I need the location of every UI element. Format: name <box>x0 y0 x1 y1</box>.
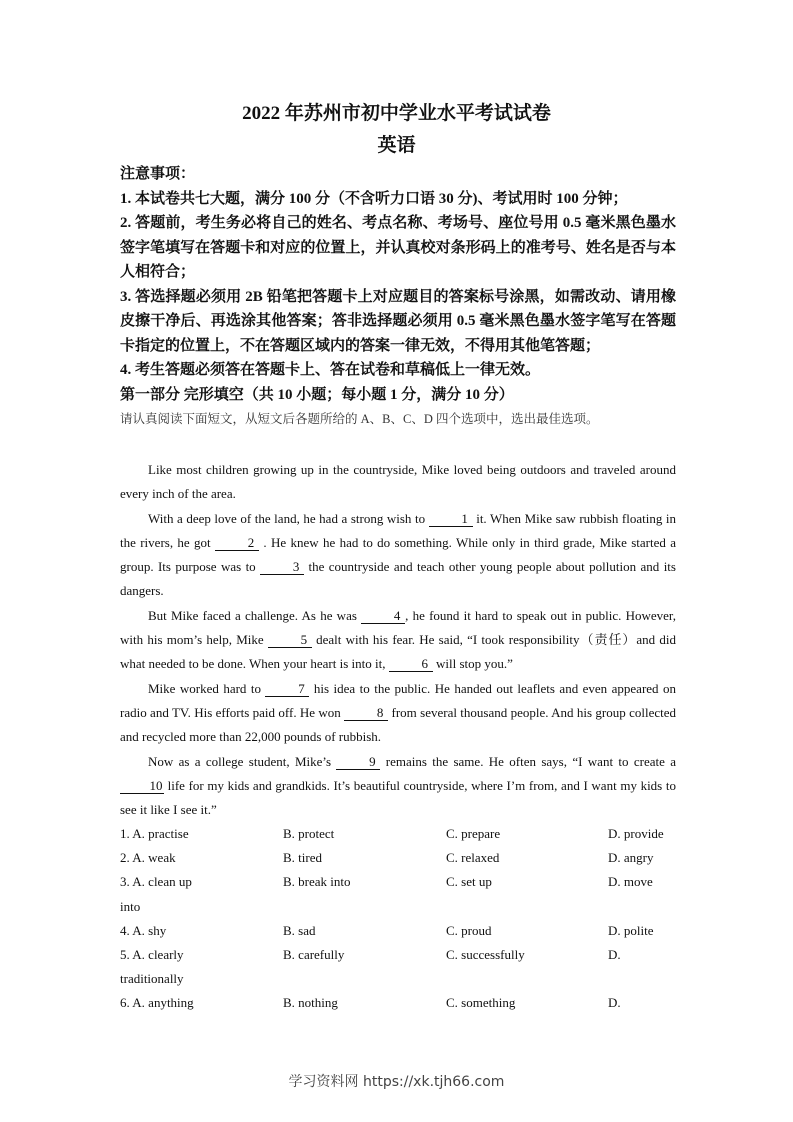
option-c: C. something <box>446 995 516 1011</box>
passage-text: it. When Mike saw rubbish floating in the rivers, he got <box>120 510 676 550</box>
blank-2: 2 <box>215 535 259 551</box>
passage-text: will stop you.” <box>432 656 513 672</box>
answer-options <box>120 822 676 1016</box>
passage-text: Now as a college student, Mike’s <box>148 753 337 769</box>
passage-text: . He knew he had to do something. While only in third grade, Mike started a group. Its purpose was to <box>120 534 676 575</box>
notes-section <box>120 162 676 432</box>
passage-paragraph <box>120 750 676 823</box>
notes-heading: 注意事项： <box>120 166 196 182</box>
passage-text: life for my kids and grandkids. It’s beautiful countryside, where I’m from, and I want my kids to see it like I see it.” <box>120 777 676 818</box>
passage-text: Mike worked hard to <box>148 680 266 696</box>
passage-text: , he found it hard to speak out in public. However, with his mom’s help, Mike <box>120 607 676 648</box>
passage-text: his idea to the public. He handed out leaflets and even appeared on radio and TV. His efforts paid off. He won <box>120 680 677 720</box>
passage-text: With a deep love of the land, he had a strong wish to <box>148 510 429 526</box>
option-row <box>120 919 676 943</box>
option-group <box>120 846 676 870</box>
section-heading: 第一部分 完形填空（共 10 小题；每小题 1 分，满分 10 分） <box>120 386 514 403</box>
option-row <box>120 870 676 894</box>
option-d: D. provide <box>608 826 664 841</box>
option-a: 1. A. practise <box>120 826 189 841</box>
notes-item: 2. 答题前，考生务必将自己的姓名、考点名称、考场号、座位号用 0.5 毫米黑色墨水签字笔填写在答题卡和对应的位置上，并认真校对条形码上的准考号、姓名是否与本人相符合； <box>120 215 676 280</box>
blank-4: 4 <box>361 608 405 624</box>
exam-title: 2022 年苏州市初中学业水平考试试卷 <box>242 103 551 124</box>
option-d: D. angry <box>608 850 654 866</box>
passage-text: dealt with his fear. He said, “I took responsibility（责任）and did what needed to be done. When your heart is into it, <box>120 632 676 672</box>
option-row <box>120 846 676 870</box>
passage-text: remains the same. He often says, “I want to create a <box>380 753 676 769</box>
option-d-continuation: into <box>120 898 141 914</box>
blank-6: 6 <box>389 656 433 672</box>
option-row <box>120 991 676 1015</box>
passage-paragraph <box>120 604 676 677</box>
option-row <box>120 943 676 967</box>
notes-item: 3. 答选择题必须用 2B 铅笔把答题卡上对应题目的答案标号涂黑，如需改动、请用橡皮擦干净后、再选涂其他答案；答非选择题必须用 0.5 毫米黑色墨水签字笔写在答题卡指定的位置上，不在答题区域内的答案一律无效，不得用其他笔答题； <box>120 288 676 354</box>
passage-text: from several thousand people. And his group collected and recycled more than 22,000 pounds of rubbish. <box>120 704 676 745</box>
option-c: C. set up <box>446 874 492 890</box>
option-c: C. successfully <box>446 947 525 963</box>
option-group <box>120 991 676 1015</box>
passage-text: But Mike faced a challenge. As he was <box>148 607 362 623</box>
exam-subject: 英语 <box>377 135 416 156</box>
option-b: B. sad <box>283 922 316 938</box>
cloze-passage <box>120 458 676 822</box>
option-a: 5. A. clearly <box>120 947 184 963</box>
option-group <box>120 919 676 943</box>
watermark-footer: 学习资料网 https://xk.tjh66.com <box>288 1074 505 1090</box>
option-c: C. relaxed <box>446 850 500 866</box>
option-d: D. <box>608 995 621 1011</box>
option-row <box>120 822 676 846</box>
blank-1: 1 <box>429 511 473 527</box>
blank-10: 10 <box>120 778 164 794</box>
option-d: D. <box>608 947 621 963</box>
option-a: 3. A. clean up <box>120 874 192 890</box>
option-b: B. tired <box>283 850 322 866</box>
option-group <box>120 870 676 918</box>
option-d-continuation: traditionally <box>120 971 184 987</box>
blank-5: 5 <box>268 632 312 648</box>
notes-item: 1. 本试卷共七大题，满分 100 分（不含听力口语 30 分)、考试用时 100 分钟； <box>120 190 628 207</box>
option-b: B. break into <box>283 874 351 890</box>
blank-7: 7 <box>265 681 309 697</box>
option-a: 6. A. anything <box>120 995 194 1011</box>
option-c: C. proud <box>446 922 492 938</box>
option-group <box>120 943 676 991</box>
passage-text: the countryside and teach other young people about pollution and its dangers. <box>120 559 676 599</box>
option-group <box>120 822 676 846</box>
blank-3: 3 <box>260 559 304 575</box>
notes-item: 4. 考生答题必须答在答题卡上、答在试卷和草稿低上一律无效。 <box>120 362 541 378</box>
option-b: B. carefully <box>283 947 345 963</box>
option-a: 2. A. weak <box>120 850 176 866</box>
option-d: D. move <box>608 874 653 890</box>
option-d: D. polite <box>608 922 654 938</box>
section-instruction: 请认真阅读下面短文，从短文后各题所给的 A、B、C、D 四个选项中，选出最佳选项。 <box>120 412 599 426</box>
option-c: C. prepare <box>446 826 501 841</box>
passage-paragraph <box>120 677 676 750</box>
blank-9: 9 <box>336 754 380 770</box>
option-b: B. protect <box>283 826 335 841</box>
option-b: B. nothing <box>283 995 338 1011</box>
option-a: 4. A. shy <box>120 922 167 938</box>
passage-paragraph: Like most children growing up in the countryside, Mike loved being outdoors and traveled around every inch of the area. <box>120 462 676 502</box>
blank-8: 8 <box>344 705 388 721</box>
passage-paragraph <box>120 507 676 604</box>
